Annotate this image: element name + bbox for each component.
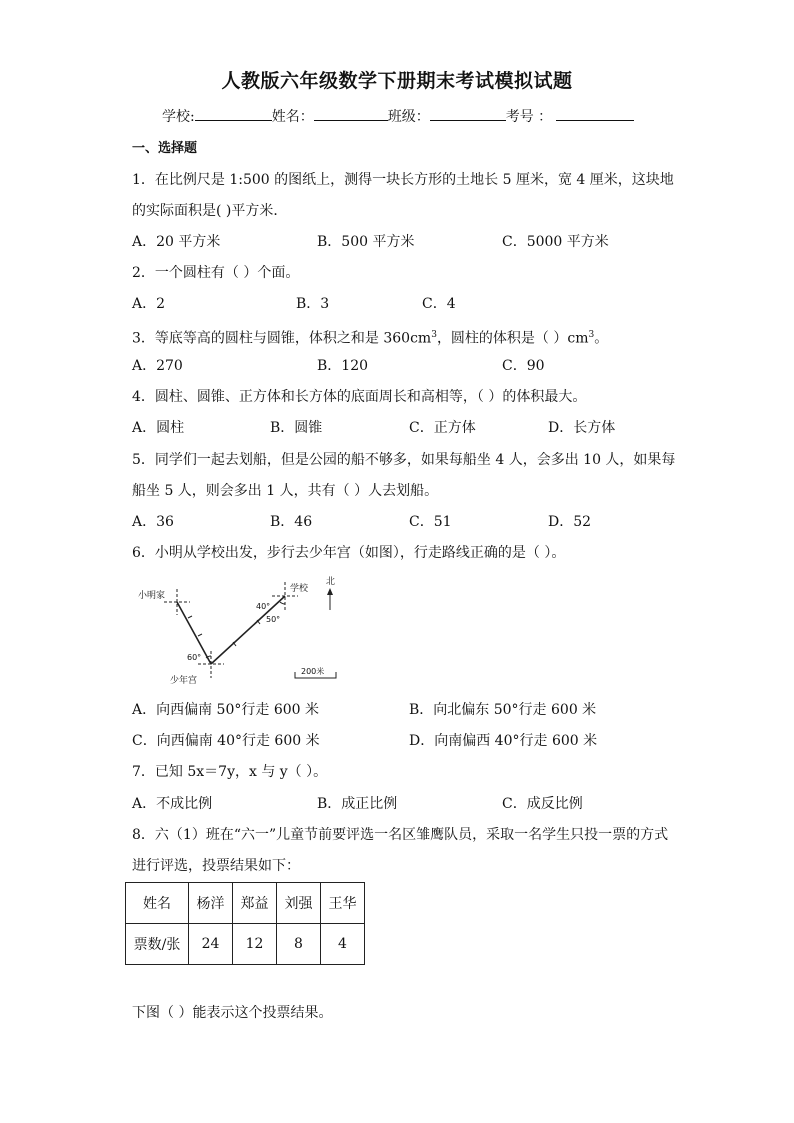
q6-text: 6．小明从学校出发，步行去少年宫（如图），行走路线正确的是（ ）。 — [132, 545, 566, 561]
table-cell: 8 — [277, 924, 321, 965]
q1-option-a[interactable]: A．20 平方米 — [132, 234, 221, 250]
class-blank[interactable] — [430, 106, 506, 121]
q6-option-b[interactable]: B．向北偏东 50°行走 600 米 — [409, 702, 597, 718]
q1-option-c[interactable]: C．5000 平方米 — [502, 234, 609, 250]
q8-text-line2: 进行评选，投票结果如下： — [132, 858, 300, 874]
q3-text — [132, 325, 608, 349]
q3-superscript-1: 3 — [431, 330, 437, 340]
table-row — [126, 883, 365, 924]
q8-text-line1: 8．六（1）班在“六一”儿童节前要评选一名区雏鹰队员，采取一名学生只投一票的方式 — [132, 827, 669, 843]
table-cell: 刘强 — [277, 883, 321, 924]
table-cell: 杨洋 — [189, 883, 233, 924]
q4-option-b[interactable]: B．圆锥 — [270, 420, 323, 436]
q2-option-b[interactable]: B．3 — [296, 296, 330, 312]
table-row — [126, 924, 365, 965]
table-cell: 12 — [233, 924, 277, 965]
q5-option-c[interactable]: C．51 — [409, 514, 452, 530]
route-palace-school — [211, 596, 285, 664]
q7-text: 7．已知 5x＝7y，x 与 y（ ）。 — [132, 764, 328, 780]
route-tick — [198, 634, 202, 636]
table-cell: 24 — [189, 924, 233, 965]
q1-text-line2: 的实际面积是( )平方米． — [132, 203, 288, 219]
q5-option-d[interactable]: D．52 — [548, 514, 592, 530]
q3-option-c[interactable]: C．90 — [502, 358, 545, 374]
label-angle-40: 40° — [256, 602, 271, 611]
angle-arc-40 — [280, 602, 285, 604]
q1-text-line1: 1．在比例尺是 1:500 的图纸上，测得一块长方形的土地长 5 厘米，宽 4 厘米，这块地 — [132, 172, 674, 188]
school-blank[interactable] — [195, 106, 272, 121]
student-info-line — [162, 106, 634, 127]
q4-option-c[interactable]: C．正方体 — [409, 420, 476, 436]
north-arrow-icon — [327, 588, 333, 595]
name-label: 姓名： — [271, 109, 314, 125]
table-cell: 票数/张 — [126, 924, 189, 965]
q2-text: 2．一个圆柱有（ ）个面。 — [132, 265, 300, 281]
label-home: 小明家 — [138, 591, 166, 601]
class-label: 班级： — [387, 109, 430, 125]
label-angle-60: 60° — [187, 653, 202, 662]
page-title: 人教版六年级数学下册期末考试模拟试题 — [221, 70, 573, 92]
label-school: 学校 — [290, 584, 309, 594]
section-heading: 一、选择题 — [132, 141, 198, 156]
q4-option-a[interactable]: A．圆柱 — [132, 420, 185, 436]
q3-text-c: 。 — [594, 330, 609, 347]
q6-option-a[interactable]: A．向西偏南 50°行走 600 米 — [132, 702, 319, 718]
label-north: 北 — [326, 577, 336, 587]
q3-option-a[interactable]: A．270 — [132, 358, 183, 374]
q8-after-text: 下图（ ）能表示这个投票结果。 — [132, 1005, 333, 1021]
route-tick — [188, 616, 192, 618]
q5-option-a[interactable]: A．36 — [132, 514, 174, 530]
q3-option-b[interactable]: B．120 — [317, 358, 369, 374]
number-blank[interactable] — [556, 106, 634, 121]
table-cell: 姓名 — [126, 883, 189, 924]
vote-table — [125, 882, 365, 965]
label-angle-50: 50° — [266, 615, 281, 624]
q2-option-c[interactable]: C．4 — [422, 296, 456, 312]
q6-option-c[interactable]: C．向西偏南 40°行走 600 米 — [132, 733, 320, 749]
q7-option-b[interactable]: B．成正比例 — [317, 796, 398, 812]
q4-option-d[interactable]: D．长方体 — [548, 420, 616, 436]
q1-option-b[interactable]: B．500 平方米 — [317, 234, 415, 250]
q4-text: 4．圆柱、圆锥、正方体和长方体的底面周长和高相等，（ ）的体积最大。 — [132, 389, 587, 405]
q2-option-a[interactable]: A．2 — [132, 296, 166, 312]
q3-superscript-2: 3 — [588, 330, 595, 340]
table-cell: 王华 — [321, 883, 365, 924]
q7-option-c[interactable]: C．成反比例 — [502, 796, 583, 812]
q5-option-b[interactable]: B．46 — [270, 514, 313, 530]
q7-option-a[interactable]: A．不成比例 — [132, 796, 213, 812]
q5-text-line2: 船坐 5 人，则会多出 1 人，共有（ ）人去划船。 — [132, 483, 439, 499]
q5-text-line1: 5．同学们一起去划船，但是公园的船不够多，如果每船坐 4 人，会多出 10 人，如果每 — [132, 452, 676, 468]
name-blank[interactable] — [314, 106, 388, 121]
school-label: 学校: — [162, 109, 195, 125]
table-cell: 4 — [321, 924, 365, 965]
q6-option-d[interactable]: D．向南偏西 40°行走 600 米 — [409, 733, 598, 749]
table-cell: 郑益 — [233, 883, 277, 924]
route-diagram — [130, 572, 350, 690]
number-label: 考号 ： — [505, 109, 553, 125]
label-palace: 少年宫 — [170, 676, 198, 686]
q3-text-a: 3．等底等高的圆柱与圆锥，体积之和是 360cm — [132, 330, 432, 347]
q3-text-b: ，圆柱的体积是（ ）cm — [436, 330, 589, 347]
label-scale: 200米 — [301, 667, 325, 676]
